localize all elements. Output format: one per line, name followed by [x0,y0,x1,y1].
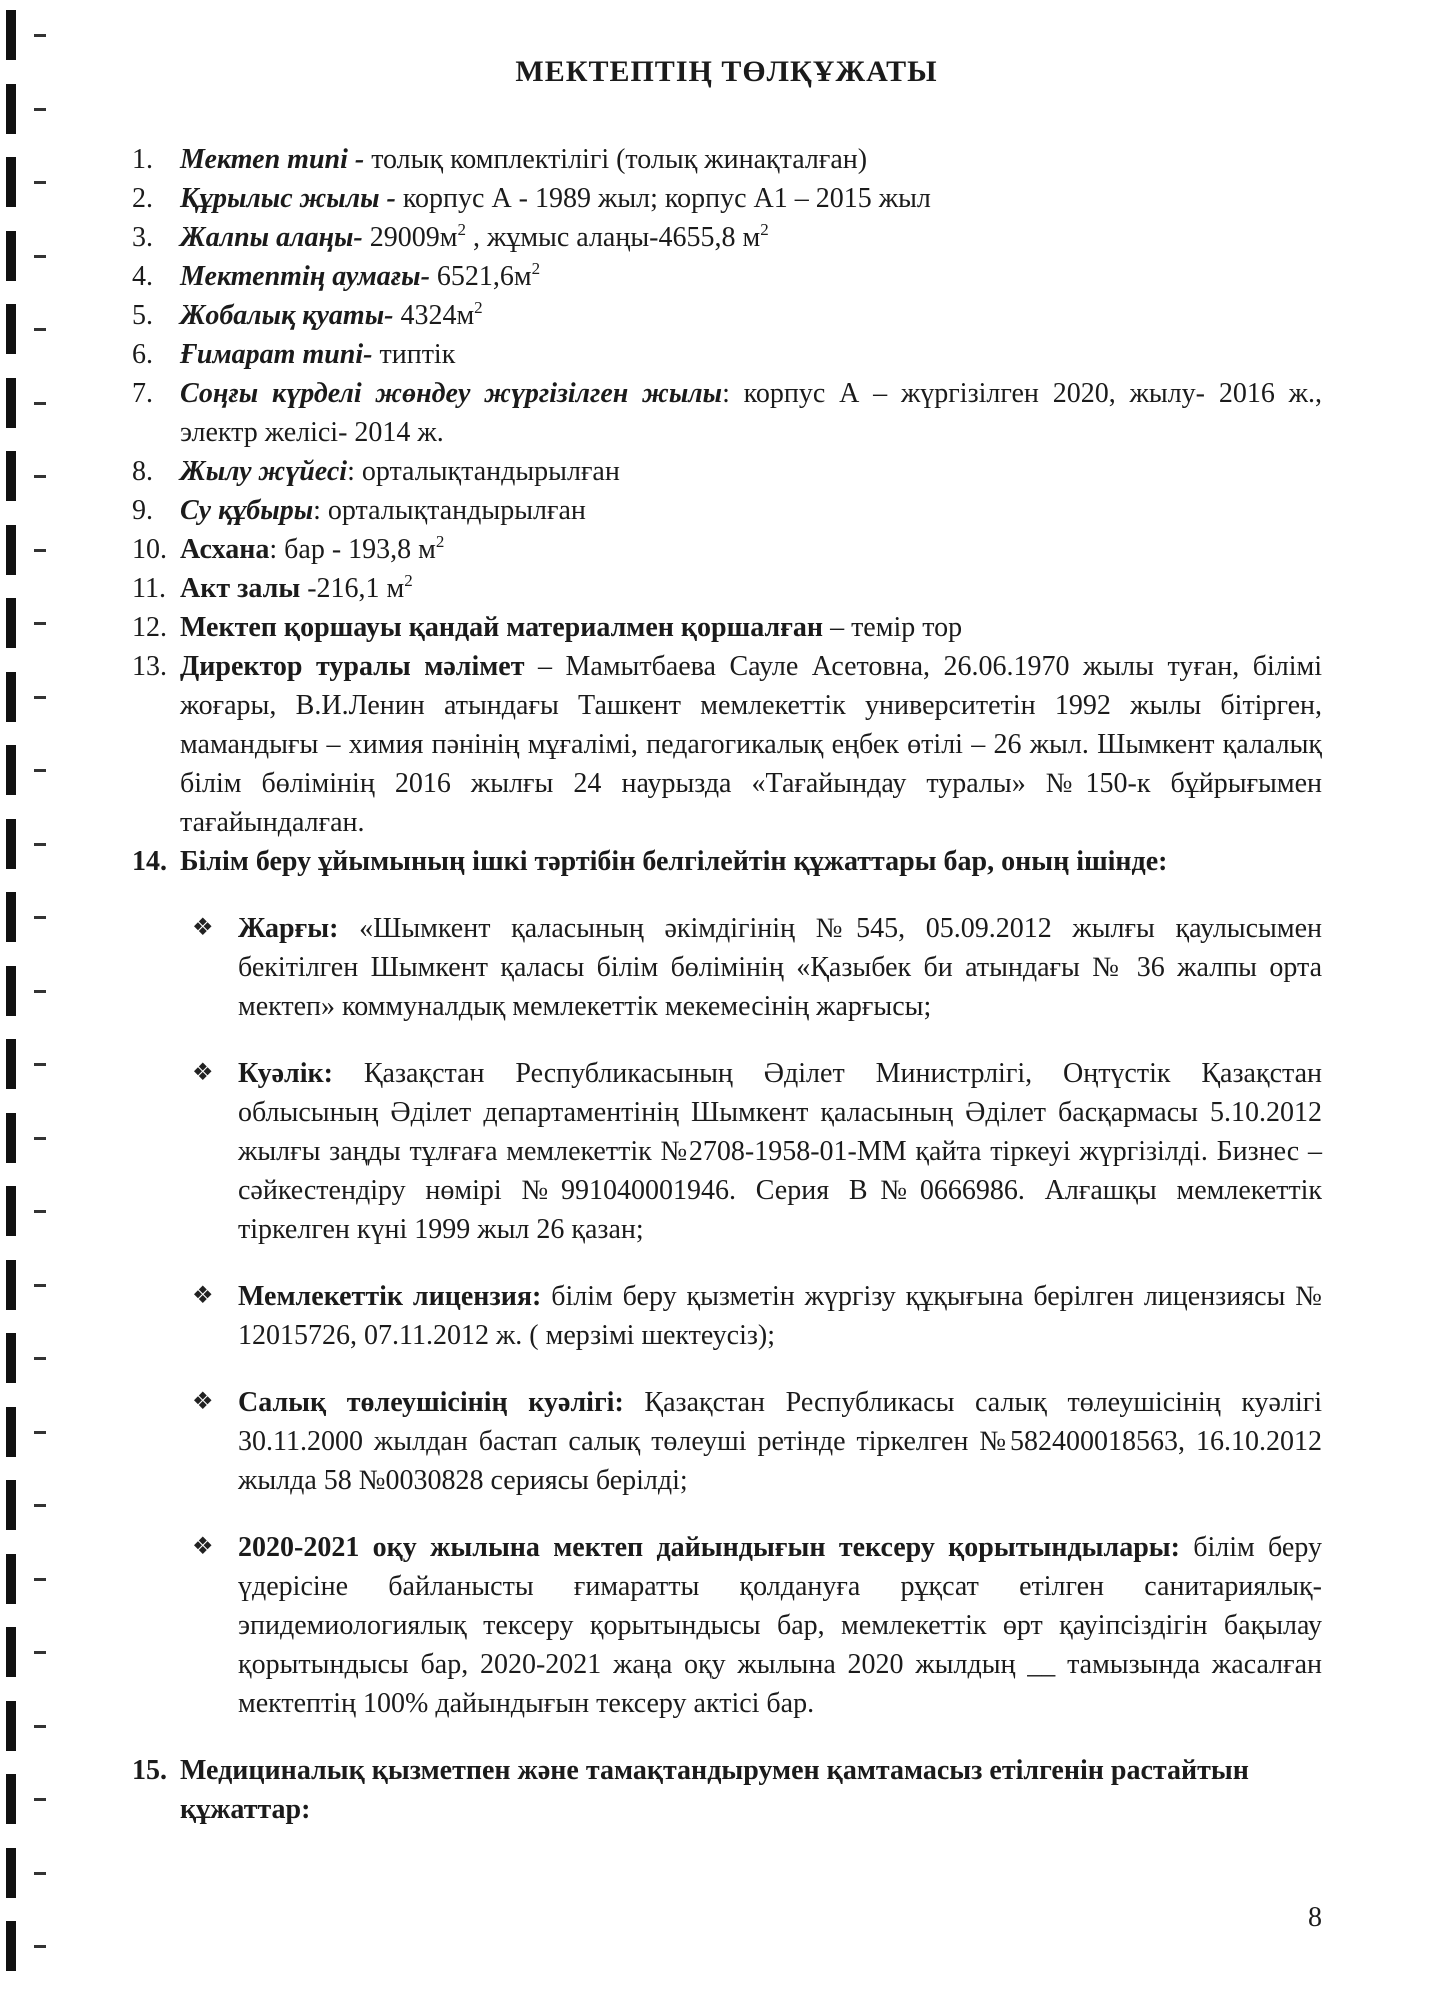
binding-hole [6,1554,16,1604]
item-label: Медициналық қызметпен және тамақтандырумен қамтамасыз етілгенін растайтын құжаттар: [180,1755,1249,1825]
binding-hook [34,1431,46,1434]
binding-hook [34,622,46,625]
diamond-bullet-icon: ❖ [192,1060,214,1086]
binding-hole [6,304,16,354]
binding-hook [34,1651,46,1654]
binding-hole [6,1480,16,1530]
binding-hole [6,966,16,1016]
superscript: 2 [457,220,466,239]
binding-hole [6,1039,16,1089]
page-number: 8 [1308,1902,1322,1933]
binding-hole [6,1186,16,1236]
binding-hole [6,1333,16,1383]
item-label: Жалпы алаңы- [180,222,363,253]
item-label: Асхана [180,534,270,565]
item-number: 6. [132,339,153,370]
binding-hook [34,1725,46,1728]
binding-hole [6,84,16,134]
item-text: толық комплектілігі (толық жинақталған) [364,144,868,175]
binding-hook [34,1504,46,1507]
list-item-9 [132,491,1322,530]
sub-item-label: Куәлік: [238,1058,333,1089]
item-number: 5. [132,300,153,331]
binding-hook [34,328,46,331]
item-text: : орталықтандырылған [313,495,586,526]
superscript: 2 [404,571,413,590]
binding-hook [34,1945,46,1948]
list-item-13 [132,647,1322,842]
binding-hole [6,1701,16,1751]
sub-item-text: білім беру қызметін жүргізу құқығына берілген лицензиясы № 12015726, 07.11.2012 ж. ( мерзімі шектеусіз); [238,1281,1322,1351]
binding-edge [0,0,70,2000]
binding-hook [34,34,46,37]
binding-hole [6,525,16,575]
binding-hole [6,1774,16,1824]
item-number: 8. [132,456,153,487]
item-text: : бар - 193,8 м [269,534,436,565]
binding-hook [34,1137,46,1140]
sub-item-text: Қазақстан Республикасының Әділет Министрлігі, Оңтүстік Қазақстан облысының Әділет департаментінің Шымкент қаласының Әділет басқармасы 5.10.2012 жылғы заңды тұлғаға мемлекеттік №2708-1958-01-ММ қайта тіркеуі жүргізілді. Бизнес – сәйкестендіру нөмірі №991040001946. Серия В№0666986. Алғашқы мемлекеттік тіркелген күні 1999 жыл 26 қазан; [238,1058,1322,1245]
item-text: – Мамытбаева Сауле Асетовна, 26.06.1970 жылы туған, білімі жоғары, В.И.Ленин атындағы Ташкент мемлекеттік университетін 1992 жылы бітірген, мамандығы – химия пәнінің мұғалімі, педагогикалық еңбек өтілі – 26 жыл. Шымкент қалалық білім бөлімінің 2016 жылғы 24 наурызда «Тағайындау туралы» №150-к бұйрығымен тағайындалған. [180,651,1322,838]
item-text: 4324м [393,300,475,331]
item-number: 14. [132,846,167,877]
item-label: Соңғы күрделі жөндеу жүргізілген жылы [180,378,723,409]
list-item-4 [132,257,1322,296]
binding-hook [34,1357,46,1360]
item-text: , жұмыс алаңы-4655,8 м [465,222,761,253]
item-text: -216,1 м [300,573,405,604]
sub-item-text: білім беру үдерісіне байланысты ғимаратты қолдануға рұқсат етілген санитариялық-эпидемиологиялық тексеру қорытындысы бар, мемлекеттік өрт қауіпсіздігін бақылау қорытындысы бар, 2020-2021 жаңа оқу жылына 2020 жылдың __ тамызында жасалған мектептің 100% дайындығын тексеру актісі бар. [238,1532,1322,1719]
list-item-10 [132,530,1322,569]
binding-hole [6,819,16,869]
list-item-2 [132,179,1322,218]
diamond-bullet-icon: ❖ [192,1389,214,1415]
binding-hole [6,892,16,942]
sub-item-charter [192,909,1322,1026]
item-text: : орталықтандырылған [347,456,620,487]
item-text: корпус А - 1989 жыл; корпус А1 – 2015 жыл [395,183,931,214]
binding-hook [34,402,46,405]
page-title: МЕКТЕПТІҢ ТӨЛҚҰЖАТЫ [515,55,938,88]
item-number: 3. [132,222,153,253]
list-item-11 [132,569,1322,608]
item-number: 12. [132,612,167,643]
list-item-7 [132,374,1322,452]
binding-hole [6,10,16,60]
binding-hole [6,672,16,722]
binding-hole [6,1407,16,1457]
binding-hook [34,549,46,552]
binding-hole [6,1848,16,1898]
binding-hole [6,157,16,207]
sub-item-label: Салық төлеушісінің куәлігі: [238,1387,624,1418]
binding-hole [6,1113,16,1163]
sub-item-tax-certificate [192,1383,1322,1500]
item-number: 1. [132,144,153,175]
diamond-bullet-icon: ❖ [192,1534,214,1560]
item-label: Су құбыры [180,495,314,526]
superscript: 2 [474,298,483,317]
passport-list [132,140,1322,1829]
list-item-3 [132,218,1322,257]
list-item-5 [132,296,1322,335]
item-label: Мектеп қоршауы қандай материалмен қоршалған [180,612,824,643]
item-label: Ғимарат типі- [180,339,373,370]
binding-hook [34,1284,46,1287]
list-item-8 [132,452,1322,491]
binding-hook [34,1872,46,1875]
binding-hook [34,916,46,919]
binding-hook [34,255,46,258]
item-label: Акт залы [180,573,301,604]
superscript: 2 [435,532,445,551]
binding-hook [34,1210,46,1213]
binding-hook [34,1578,46,1581]
list-item-6 [132,335,1322,374]
list-item-12 [132,608,1322,647]
binding-hole [6,451,16,501]
item-text: : корпус А – жүргізілген 2020, жылу- 2016 ж., электр желісі- 2014 ж. [180,378,1322,448]
item-label: Құрылыс жылы - [180,183,396,214]
binding-hook [34,181,46,184]
binding-hook [34,843,46,846]
item-text: 6521,6м [429,261,532,292]
sub-item-label: Мемлекеттік лицензия: [238,1281,542,1312]
item-label: Жобалық қуаты- [180,300,394,331]
binding-hook [34,769,46,772]
item-number: 13. [132,651,167,682]
item-label: Білім беру ұйымының ішкі тәртібін белгілейтін құжаттары бар, оның ішінде: [180,846,1168,877]
item-number: 9. [132,495,153,526]
binding-hook [34,696,46,699]
sub-item-label: 2020-2021 оқу жылына мектеп дайындығын тексеру қорытындылары: [238,1532,1180,1563]
binding-hook [34,990,46,993]
item-text: типтік [372,339,456,370]
diamond-bullet-icon: ❖ [192,1283,214,1309]
binding-hole [6,1260,16,1310]
sub-item-text: Қазақстан Республикасы салық төлеушісінің куәлігі 30.11.2000 жылдан бастап салық төлеуші ретінде тіркелген №582400018563, 16.10.2012 жылда 58 №0030828 сериясы берілді; [238,1387,1322,1496]
binding-hole [6,231,16,281]
list-item-15 [132,1751,1322,1829]
item-number: 7. [132,378,153,409]
binding-hole [6,598,16,648]
diamond-bullet-icon: ❖ [192,915,214,941]
binding-hole [6,745,16,795]
item-number: 10. [132,534,167,565]
superscript: 2 [760,220,769,239]
binding-hole [6,1627,16,1677]
item-label: Директор туралы мәлімет [180,651,525,682]
item-number: 15. [132,1755,167,1786]
item-text: 29009м [362,222,458,253]
sub-item-readiness-check [192,1528,1322,1723]
sub-item-license [192,1277,1322,1355]
sub-item-label: Жарғы: [238,913,339,944]
list-item-14 [132,842,1322,881]
item-number: 2. [132,183,153,214]
list-item-1 [132,140,1322,179]
item-number: 4. [132,261,153,292]
item-label: Жылу жүйесі [180,456,348,487]
sub-item-text: «Шымкент қаласының әкімдігінің №545, 05.09.2012 жылғы қаулысымен бекітілген Шымкент қаласы білім бөлімінің «Қазыбек би атындағы № 36 жалпы орта мектеп» коммуналдық мемлекеттік мекемесінің жарғысы; [238,913,1322,1022]
item-label: Мектеп типі - [180,144,365,175]
superscript: 2 [531,259,541,278]
binding-hole [6,378,16,428]
item-label: Мектептің аумағы- [180,261,430,292]
binding-hook [34,475,46,478]
binding-hook [34,108,46,111]
binding-hook [34,1063,46,1066]
item-number: 11. [132,573,166,604]
sub-item-certificate [192,1054,1322,1249]
binding-hook [34,1798,46,1801]
binding-hole [6,1921,16,1971]
item-text: – темір тор [823,612,963,643]
